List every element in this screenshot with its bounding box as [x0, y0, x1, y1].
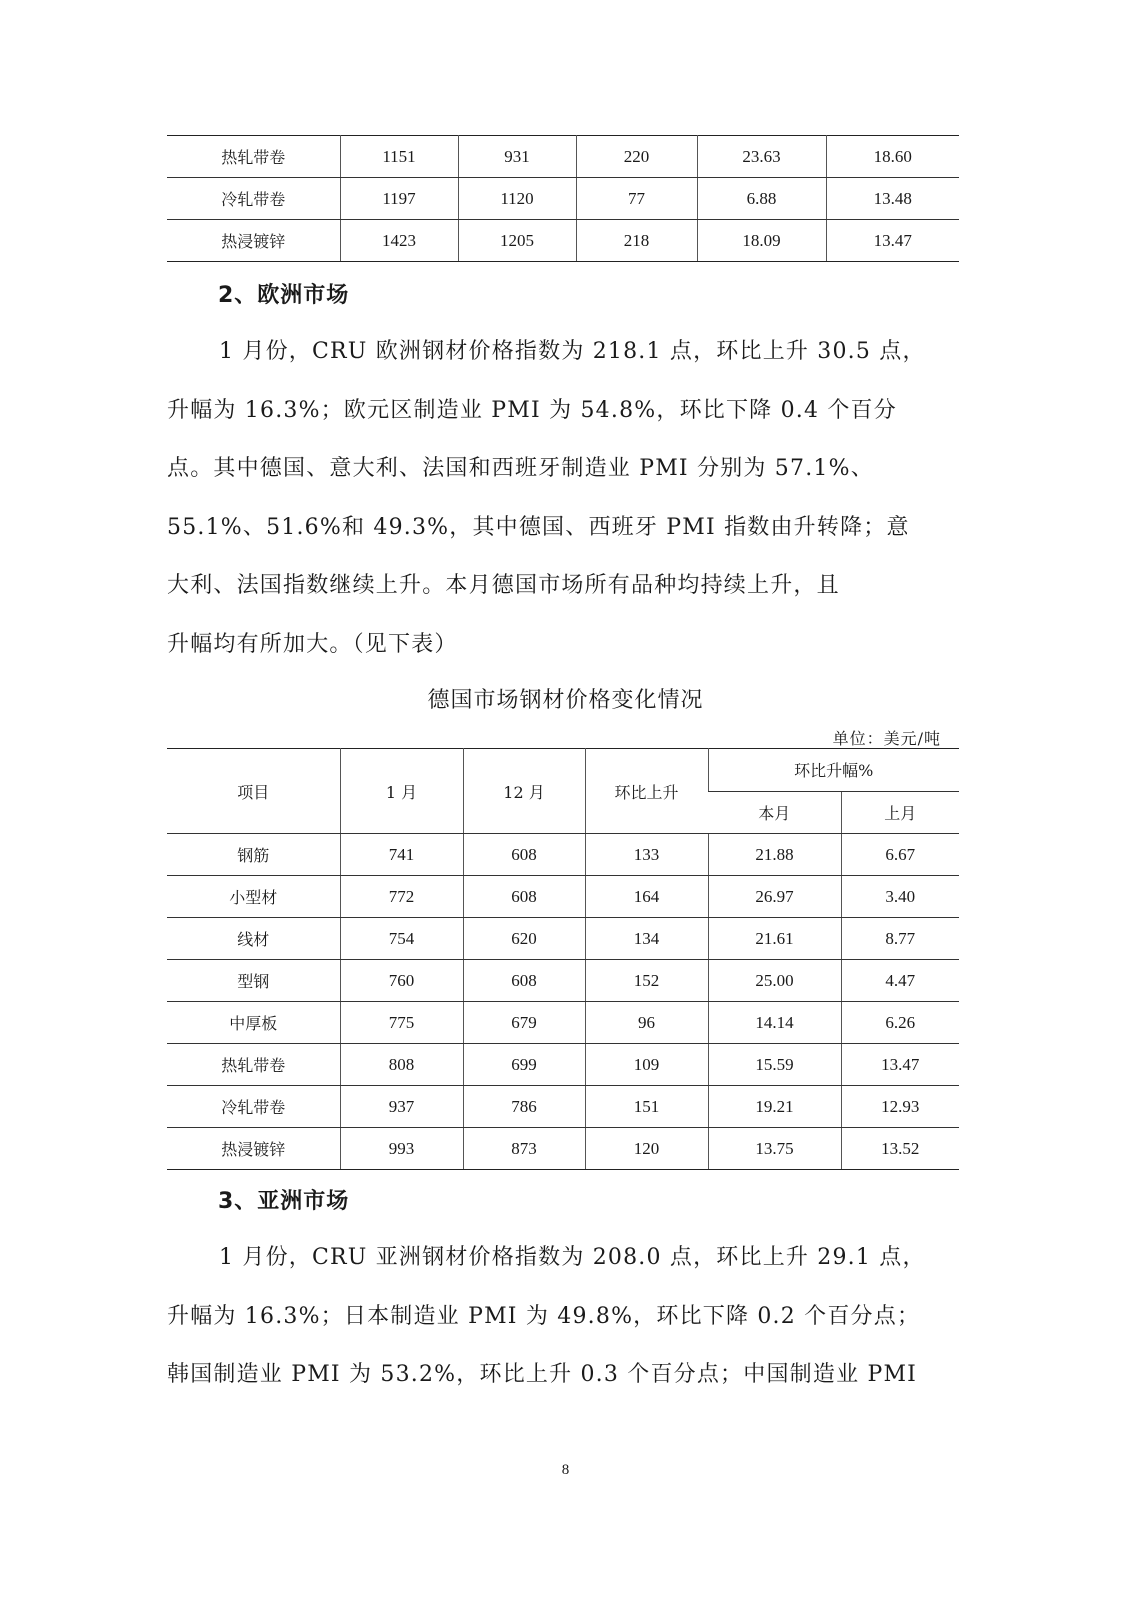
- cell-value: 12.93: [841, 1086, 959, 1128]
- row-label: 热轧带卷: [167, 1044, 340, 1086]
- row-label: 热浸镀锌: [167, 1128, 340, 1170]
- cell-value: 77: [576, 178, 697, 220]
- row-label: 中厚板: [167, 1002, 340, 1044]
- cell-value: 931: [458, 136, 576, 178]
- cell-value: 13.48: [826, 178, 959, 220]
- cell-value: 873: [463, 1128, 585, 1170]
- cell-value: 120: [585, 1128, 708, 1170]
- section-heading-europe: 2、欧洲市场: [218, 283, 350, 308]
- cell-value: 8.77: [841, 918, 959, 960]
- table-row: [167, 1128, 959, 1170]
- cell-value: 620: [463, 918, 585, 960]
- cell-value: 21.61: [708, 918, 841, 960]
- cell-value: 152: [585, 960, 708, 1002]
- cell-value: 18.09: [697, 220, 826, 262]
- row-label: 热轧带卷: [167, 136, 340, 178]
- cell-value: 1423: [340, 220, 458, 262]
- cell-value: 25.00: [708, 960, 841, 1002]
- cell-value: 6.67: [841, 834, 959, 876]
- cell-value: 220: [576, 136, 697, 178]
- cell-value: 775: [340, 1002, 463, 1044]
- cell-value: 4.47: [841, 960, 959, 1002]
- header-jan: 1 月: [340, 749, 463, 834]
- paragraph-line: 1 月份，CRU 欧洲钢材价格指数为 218.1 点，环比上升 30.5 点，: [219, 339, 926, 364]
- cell-value: 18.60: [826, 136, 959, 178]
- row-label: 冷轧带卷: [167, 178, 340, 220]
- paragraph-line: 升幅为 16.3%；日本制造业 PMI 为 49.8%，环比下降 0.2 个百分点；: [167, 1303, 921, 1329]
- cell-value: 772: [340, 876, 463, 918]
- table-row: [167, 220, 959, 262]
- header-mom-pct: 环比升幅%: [708, 749, 959, 792]
- cell-value: 109: [585, 1044, 708, 1086]
- cell-value: 608: [463, 960, 585, 1002]
- cell-value: 1197: [340, 178, 458, 220]
- cell-value: 608: [463, 834, 585, 876]
- table-row: [167, 918, 959, 960]
- germany-price-table: [167, 748, 959, 1170]
- cell-value: 134: [585, 918, 708, 960]
- table-row: [167, 1044, 959, 1086]
- paragraph-line: 1 月份，CRU 亚洲钢材价格指数为 208.0 点，环比上升 29.1 点，: [219, 1245, 926, 1270]
- asia-paragraph: [167, 1229, 959, 1405]
- row-label: 小型材: [167, 876, 340, 918]
- cell-value: 164: [585, 876, 708, 918]
- cell-value: 13.47: [826, 220, 959, 262]
- cell-value: 1205: [458, 220, 576, 262]
- paragraph-line: 升幅为 16.3%；欧元区制造业 PMI 为 54.8%，环比下降 0.4 个百分: [167, 397, 897, 423]
- cell-value: 15.59: [708, 1044, 841, 1086]
- cell-value: 741: [340, 834, 463, 876]
- section-heading-asia: 3、亚洲市场: [218, 1189, 350, 1214]
- table-row: [167, 136, 959, 178]
- cell-value: 608: [463, 876, 585, 918]
- table-row: [167, 834, 959, 876]
- cell-value: 14.14: [708, 1002, 841, 1044]
- paragraph-line: 55.1%、51.6%和 49.3%，其中德国、西班牙 PMI 指数由升转降；意: [167, 514, 910, 540]
- cell-value: 6.88: [697, 178, 826, 220]
- cell-value: 3.40: [841, 876, 959, 918]
- page-number: 8: [561, 1462, 570, 1478]
- table-unit: 单位：美元/吨: [832, 729, 941, 748]
- cell-value: 699: [463, 1044, 585, 1086]
- row-label: 钢筋: [167, 834, 340, 876]
- table-row: [167, 178, 959, 220]
- cell-value: 23.63: [697, 136, 826, 178]
- row-label: 线材: [167, 918, 340, 960]
- table-row: [167, 960, 959, 1002]
- cell-value: 993: [340, 1128, 463, 1170]
- header-this-month: 本月: [708, 791, 841, 834]
- table-row: [167, 876, 959, 918]
- cell-value: 19.21: [708, 1086, 841, 1128]
- cell-value: 13.75: [708, 1128, 841, 1170]
- cell-value: 1120: [458, 178, 576, 220]
- row-label: 热浸镀锌: [167, 220, 340, 262]
- paragraph-line: 升幅均有所加大。（见下表）: [167, 631, 458, 657]
- cell-value: 754: [340, 918, 463, 960]
- europe-paragraph: [167, 323, 959, 674]
- cell-value: 1151: [340, 136, 458, 178]
- cell-value: 96: [585, 1002, 708, 1044]
- cell-value: 151: [585, 1086, 708, 1128]
- cell-value: 21.88: [708, 834, 841, 876]
- row-label: 型钢: [167, 960, 340, 1002]
- header-last-month: 上月: [841, 791, 959, 834]
- cell-value: 13.52: [841, 1128, 959, 1170]
- us-price-table-continued: [167, 135, 959, 262]
- table-title: 德国市场钢材价格变化情况: [427, 688, 704, 713]
- table-row: [167, 1086, 959, 1128]
- header-item: 项目: [167, 749, 340, 834]
- cell-value: 786: [463, 1086, 585, 1128]
- cell-value: 679: [463, 1002, 585, 1044]
- cell-value: 13.47: [841, 1044, 959, 1086]
- header-mom-rise: 环比上升: [585, 749, 708, 834]
- paragraph-line: 大利、法国指数继续上升。本月德国市场所有品种均持续上升，且: [167, 573, 840, 598]
- header-dec: 12 月: [463, 749, 585, 834]
- cell-value: 218: [576, 220, 697, 262]
- cell-value: 808: [340, 1044, 463, 1086]
- cell-value: 760: [340, 960, 463, 1002]
- cell-value: 133: [585, 834, 708, 876]
- cell-value: 937: [340, 1086, 463, 1128]
- row-label: 冷轧带卷: [167, 1086, 340, 1128]
- cell-value: 6.26: [841, 1002, 959, 1044]
- paragraph-line: 点。其中德国、意大利、法国和西班牙制造业 PMI 分别为 57.1%、: [167, 456, 874, 481]
- cell-value: 26.97: [708, 876, 841, 918]
- paragraph-line: 韩国制造业 PMI 为 53.2%，环比上升 0.3 个百分点；中国制造业 PMI: [167, 1362, 918, 1387]
- table-row: [167, 1002, 959, 1044]
